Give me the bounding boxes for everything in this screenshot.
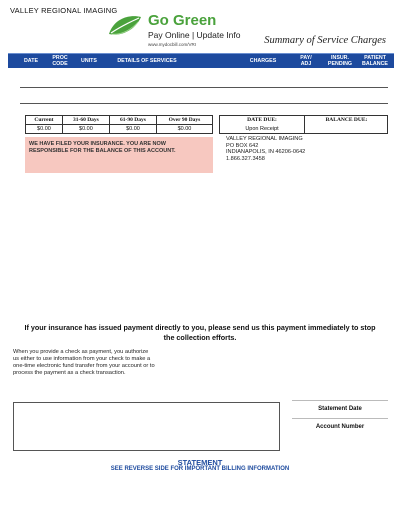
leaf-icon (108, 14, 142, 38)
header-pay-adj (296, 54, 316, 69)
check-auth-line: one-time electronic fund transfer from your account or to (13, 363, 155, 369)
aging-header-cell: Current (26, 116, 63, 125)
header-pay-line1: PAY/ (300, 55, 312, 61)
due-box (219, 115, 388, 134)
remit-line: PO BOX 642 (226, 142, 259, 149)
remit-phone: 1.866.327.3458 (226, 155, 265, 162)
balance-due-label: BALANCE DUE: (325, 117, 368, 123)
statement-date-field: Statement Date (292, 400, 388, 416)
summary-rule-top (20, 87, 388, 88)
aging-header-cell: 61-90 Days (109, 116, 156, 125)
check-auth-line: us either to use information from your check to make a (13, 356, 151, 362)
provider-name: VALLEY REGIONAL IMAGING (10, 6, 118, 15)
service-header-bar (8, 53, 394, 68)
go-green-logo[interactable] (108, 12, 258, 52)
insurance-notice-line: WE HAVE FILED YOUR INSURANCE. YOU ARE NOW (29, 141, 167, 147)
insurance-notice (25, 137, 213, 173)
go-green-url[interactable]: www.mydocbill.com/VRI (148, 42, 197, 47)
summary-title: Summary of Service Charges (264, 35, 386, 46)
remit-address (226, 136, 305, 162)
aging-value-cell: $0.00 (109, 125, 156, 134)
payment-notice-line: If your insurance has issued payment directly to you, please send us this payment immediately to stop (24, 323, 376, 332)
header-patient-line2: BALANCE (362, 60, 388, 67)
remit-line: INDIANAPOLIS, IN 46206-0642 (226, 149, 306, 155)
aging-header-cell: Over 90 Days (156, 116, 212, 125)
date-due-label: DATE DUE: (247, 117, 277, 123)
aging-header-cell: 31-60 Days (62, 116, 109, 125)
aging-value-cell: $0.00 (156, 125, 212, 134)
aging-table (25, 115, 213, 134)
header-units: UNITS (81, 57, 97, 64)
header-insur-line1: INSUR. (331, 55, 349, 61)
check-auth-line: process the payment as a check transaction. (13, 370, 126, 376)
billing-info-notice: SEE REVERSE SIDE FOR IMPORTANT BILLING INFORMATION (110, 466, 290, 472)
check-auth-line: When you provide a check as payment, you authorize (13, 349, 149, 355)
header-details: DETAILS OF SERVICES (117, 57, 177, 64)
header-charges: CHARGES (249, 57, 277, 64)
header-proc-line1: PROC (52, 55, 68, 61)
aging-value-cell: $0.00 (62, 125, 109, 134)
account-number-field: Account Number (292, 418, 388, 434)
insurance-notice-line: RESPONSIBLE FOR THE BALANCE OF THIS ACCOUNT. (29, 147, 176, 154)
aging-value-row (26, 125, 213, 134)
header-proc-code (48, 54, 72, 69)
date-due-value: Upon Receipt (245, 126, 279, 132)
aging-header-row (26, 116, 213, 125)
header-insur-pending (325, 54, 355, 69)
payment-notice (10, 323, 390, 343)
header-insur-line2: PENDING (327, 60, 353, 67)
mailing-address-box (13, 402, 280, 451)
go-green-title: Go Green (148, 12, 217, 29)
statement-title: STATEMENT (177, 458, 223, 467)
header-proc-line2: CODE (52, 60, 68, 67)
payment-notice-line: the collection efforts. (163, 333, 237, 342)
header-patient-balance (360, 54, 390, 69)
summary-rule-bottom (20, 103, 388, 104)
check-authorization (13, 349, 183, 377)
remit-line: VALLEY REGIONAL IMAGING (226, 136, 303, 142)
aging-value-cell: $0.00 (26, 125, 63, 134)
header-pay-line2: ADJ (300, 60, 312, 67)
header-date: DATE (23, 57, 39, 64)
go-green-subtitle: Pay Online | Update Info (148, 30, 241, 40)
header-patient-line1: PATIENT (364, 55, 386, 61)
